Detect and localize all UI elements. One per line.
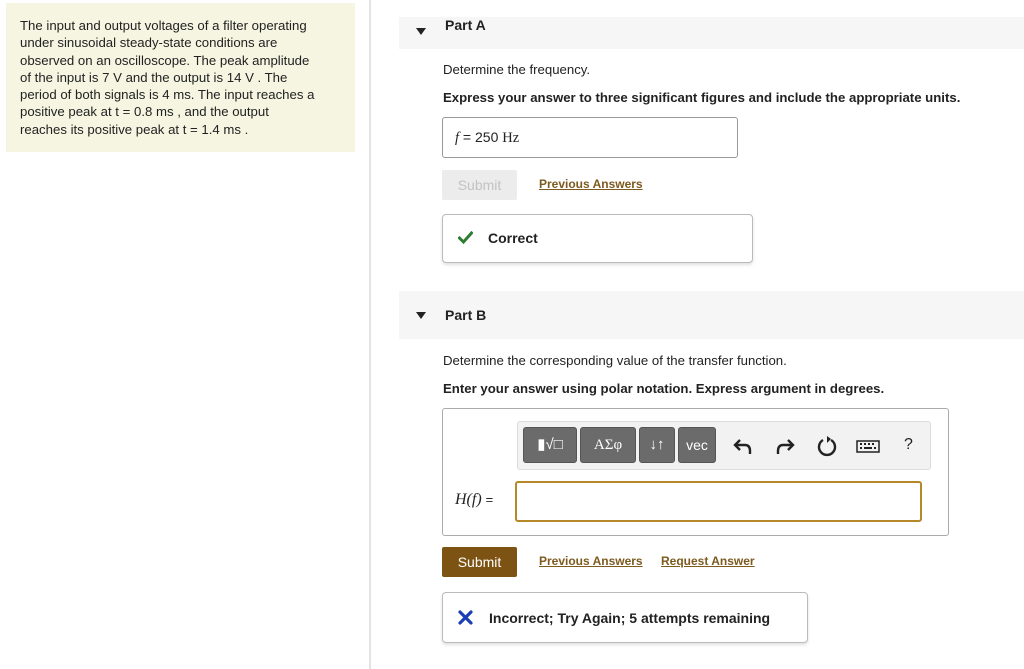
part-a-title: Part A (445, 17, 486, 33)
part-b-feedback (442, 592, 808, 643)
vec-button[interactable]: vec (678, 427, 716, 463)
templates-button[interactable]: ▮√□ (523, 427, 577, 463)
problem-line: observed on an oscilloscope. The peak amplitude (20, 52, 310, 68)
math-toolbar (517, 421, 931, 470)
answer-equals: = (462, 129, 472, 145)
correct-label: Correct (488, 230, 538, 246)
part-b-submit-button[interactable]: Submit (442, 547, 517, 577)
part-a-answer (455, 129, 519, 147)
check-icon (458, 230, 473, 245)
answer-unit: Hz (502, 130, 520, 146)
undo-icon[interactable] (731, 434, 755, 458)
collapse-triangle-icon[interactable] (416, 28, 426, 35)
part-a-header[interactable] (399, 17, 1024, 49)
reset-icon[interactable] (815, 434, 839, 458)
problem-line: of the input is 7 V and the output is 14 V . The (20, 69, 288, 85)
part-a-feedback (442, 214, 753, 263)
keyboard-icon[interactable] (855, 434, 881, 458)
collapse-triangle-icon[interactable] (416, 312, 426, 319)
answer-variable: f (455, 130, 460, 146)
part-b-previous-answers-link[interactable]: Previous Answers (539, 554, 643, 568)
problem-line: positive peak at t = 0.8 ms , and the output (20, 104, 269, 120)
request-answer-link[interactable]: Request Answer (661, 554, 755, 568)
part-b-question: Determine the corresponding value of the transfer function. (443, 353, 787, 368)
problem-statement (6, 3, 355, 152)
part-b-header[interactable] (399, 291, 1024, 339)
math-answer-editor (442, 408, 949, 536)
answer-value: 250 (475, 129, 499, 145)
help-button[interactable]: ? (904, 436, 913, 453)
transfer-function-input[interactable] (515, 481, 922, 522)
input-equals: = (485, 492, 494, 507)
problem-line: period of both signals is 4 ms. The input reaches a (20, 87, 315, 103)
column-divider (369, 0, 371, 669)
part-a-instruction: Express your answer to three significant figures and include the appropriate units. (443, 90, 961, 105)
transfer-function-label (455, 491, 493, 509)
part-a-previous-answers-link[interactable]: Previous Answers (539, 177, 643, 191)
greek-symbols-button[interactable]: ΑΣφ (580, 427, 636, 463)
part-a-answer-box (442, 117, 738, 158)
incorrect-label: Incorrect; Try Again; 5 attempts remaining (489, 610, 771, 626)
part-b-instruction: Enter your answer using polar notation. Express argument in degrees. (443, 381, 885, 396)
redo-icon[interactable] (773, 434, 797, 458)
input-label-text: H(f) (455, 491, 482, 508)
incorrect-x-icon (458, 610, 473, 625)
part-b-title: Part B (445, 307, 487, 323)
part-a-submit-button[interactable]: Submit (442, 170, 517, 200)
part-a-question: Determine the frequency. (443, 62, 591, 77)
problem-line: The input and output voltages of a filter operating (20, 18, 307, 33)
problem-line: reaches its positive peak at t = 1.4 ms . (20, 121, 249, 137)
arrows-button[interactable]: ↓↑ (639, 427, 675, 463)
problem-line: under sinusoidal steady-state conditions are (20, 35, 278, 51)
